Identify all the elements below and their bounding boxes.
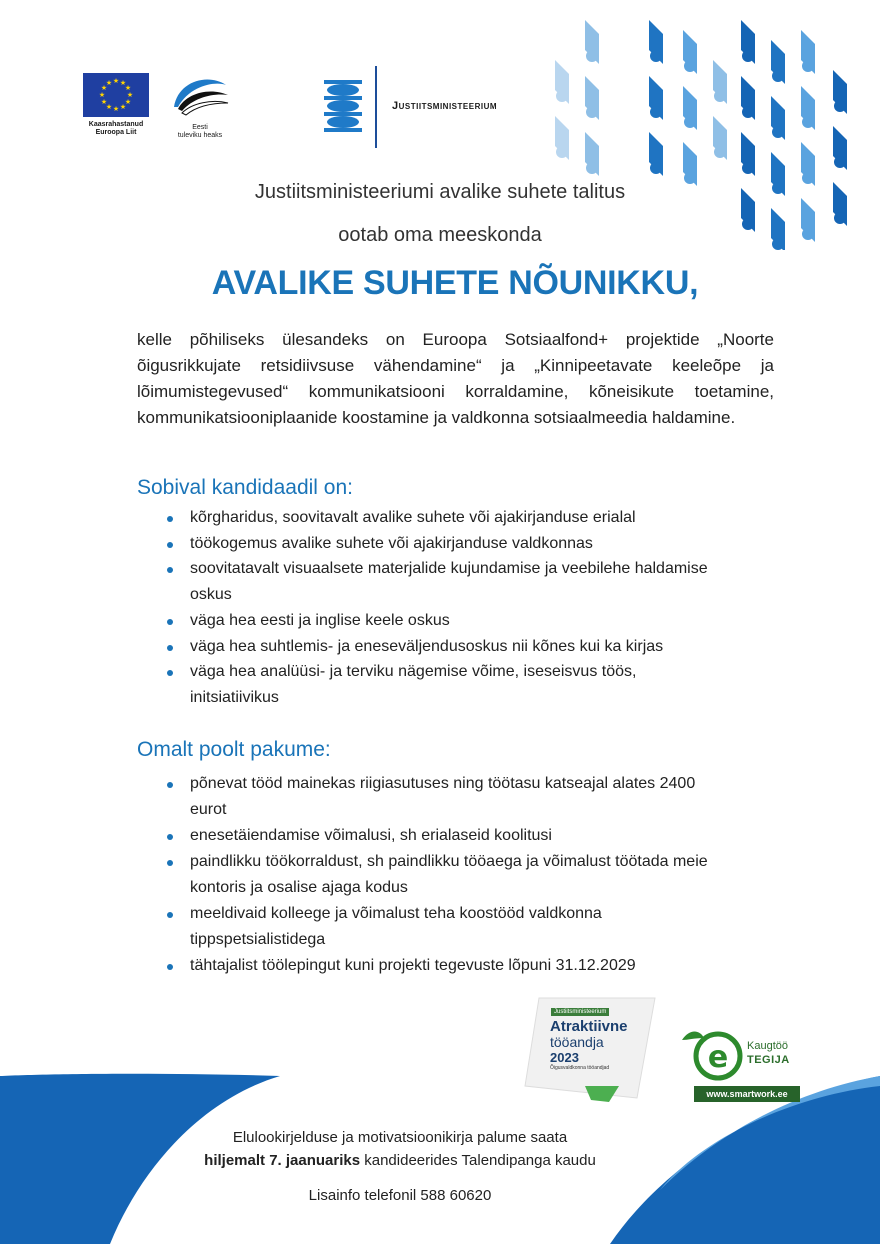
pattern-dot <box>772 126 784 138</box>
list-item: väga hea analüüsi- ja terviku nägemise võime, iseseisvus töös, initsiatiivikus <box>137 659 757 711</box>
footer-line-1: Elulookirjelduse ja motivatsioonikirja palume saata <box>232 1129 568 1146</box>
list-item: meeldivaid kolleege ja võimalust teha koostööd valdkonna tippspetsialistidega <box>137 901 757 953</box>
list-item: soovitatavalt visuaalsete materjalide kujundamise ja veebilehe haldamise oskus <box>137 556 757 608</box>
pattern-dot <box>556 146 568 158</box>
eesti-logo <box>168 71 232 140</box>
eu-caption-line1: Kaasrahastanud <box>88 121 144 128</box>
deadline: hiljemalt 7. jaanuariks <box>204 1152 361 1169</box>
svg-text:★: ★ <box>124 84 132 92</box>
svg-text:★: ★ <box>100 84 108 92</box>
footer-line-2 <box>0 1152 800 1169</box>
svg-text:★: ★ <box>119 103 127 111</box>
svg-text:★: ★ <box>124 98 132 106</box>
pattern-dot <box>556 90 568 102</box>
decorative-pattern <box>545 10 875 250</box>
badge-top-label: Justiitsministeerium <box>551 1008 609 1016</box>
svg-text:★: ★ <box>105 79 113 87</box>
eesti-caption-line1: Eesti <box>192 124 208 131</box>
pattern-dot <box>650 50 662 62</box>
pattern-dot <box>834 100 846 112</box>
pattern-dot <box>834 212 846 224</box>
svg-text:★: ★ <box>119 79 127 87</box>
smartwork-line1: Kaugtöö <box>747 1040 788 1052</box>
eu-logo <box>83 73 149 137</box>
pattern-dot <box>772 70 784 82</box>
job-title: AVALIKE SUHETE NÕUNIKKU, <box>211 264 699 302</box>
ministry-logo <box>318 64 538 152</box>
coat-of-arms-icon <box>320 76 366 148</box>
e-leaf-icon <box>680 1026 746 1086</box>
pattern-dot <box>714 90 726 102</box>
badge-line2: tööandja <box>550 1034 604 1050</box>
ministry-logo-divider <box>375 66 377 148</box>
pattern-dot <box>742 50 754 62</box>
svg-text:★: ★ <box>100 98 108 106</box>
smartwork-logo <box>680 1026 800 1106</box>
footer-line-2-rest: kandideerides Talendipanga kaudu <box>360 1152 596 1169</box>
svg-text:★: ★ <box>112 105 120 113</box>
list-item: väga hea eesti ja inglise keele oskus <box>137 608 757 634</box>
eesti-caption-line2: tuleviku heaks <box>177 132 223 139</box>
badge-sub: Õigusvaldkonna tööandjad <box>550 1065 610 1071</box>
smartwork-url: www.smartwork.ee <box>694 1086 800 1102</box>
attractive-employer-badge <box>521 994 661 1106</box>
intro-line-2: ootab oma meeskonda <box>338 224 542 246</box>
requirements-heading: Sobival kandidaadil on: <box>137 476 353 499</box>
job-description: kelle põhiliseks ülesandeks on Euroopa Sotsiaalfond+ projektide „Noorte õigusrikkujate retsidiivsuse vähendamine“ ja „Kinnipeetavate keeleõpe ja lõimumistegevused“ kommunikatsiooni korraldamine, kõneisikute toetamine, kommunikatsiooniplaanide koostamine ja valdkonna sotsiaalmeedia haldamine. <box>137 330 774 427</box>
badge-line1: Atraktiivne <box>550 1018 628 1035</box>
eu-caption <box>83 121 149 137</box>
pattern-dot <box>742 162 754 174</box>
requirements-list <box>137 505 757 711</box>
svg-text:e: e <box>707 1040 729 1075</box>
offer-list <box>137 771 757 979</box>
contact-line: Lisainfo telefonil 588 60620 <box>308 1187 492 1204</box>
pattern-dot <box>586 162 598 174</box>
pattern-dot <box>586 106 598 118</box>
pattern-dot <box>802 60 814 72</box>
list-item: põnevat tööd mainekas riigiasutuses ning töötasu katseajal alates 2400 eurot <box>137 771 757 823</box>
svg-text:★: ★ <box>98 91 106 99</box>
pattern-dot <box>586 50 598 62</box>
eu-flag-icon <box>83 73 149 117</box>
ministry-name: Justiitsministeerium <box>392 100 498 112</box>
svg-text:★: ★ <box>112 77 120 85</box>
list-item: enesetäiendamise võimalusi, sh erialaseid koolitusi <box>137 823 757 849</box>
pattern-dot <box>684 116 696 128</box>
offer-heading: Omalt poolt pakume: <box>137 738 331 761</box>
pattern-dot <box>650 106 662 118</box>
pattern-dot <box>742 106 754 118</box>
list-item: kõrgharidus, soovitavalt avalike suhete või ajakirjanduse erialal <box>137 505 757 531</box>
intro-line-1: Justiitsministeeriumi avalike suhete talitus <box>254 181 626 203</box>
svg-text:★: ★ <box>126 91 134 99</box>
pattern-dot <box>684 60 696 72</box>
list-item: tähtajalist töölepingut kuni projekti tegevuste lõpuni 31.12.2029 <box>137 953 757 979</box>
pattern-dot <box>650 162 662 174</box>
list-item: töökogemus avalike suhete või ajakirjanduse valdkonnas <box>137 531 757 557</box>
eu-caption-line2: Euroopa Liit <box>95 129 137 136</box>
smartwork-line2: TEGIJA <box>747 1054 790 1066</box>
pattern-dot <box>714 146 726 158</box>
list-item: paindlikku töökorraldust, sh paindlikku tööaega ja võimalust töötada meie kontoris ja osalise ajaga kodus <box>137 849 757 901</box>
svg-text:★: ★ <box>105 103 113 111</box>
list-item: väga hea suhtlemis- ja eneseväljendusoskus nii kõnes kui ka kirjas <box>137 634 757 660</box>
pattern-dot <box>834 156 846 168</box>
badge-year: 2023 <box>550 1050 579 1065</box>
eesti-swoosh-icon <box>168 71 232 117</box>
pattern-dot <box>802 116 814 128</box>
